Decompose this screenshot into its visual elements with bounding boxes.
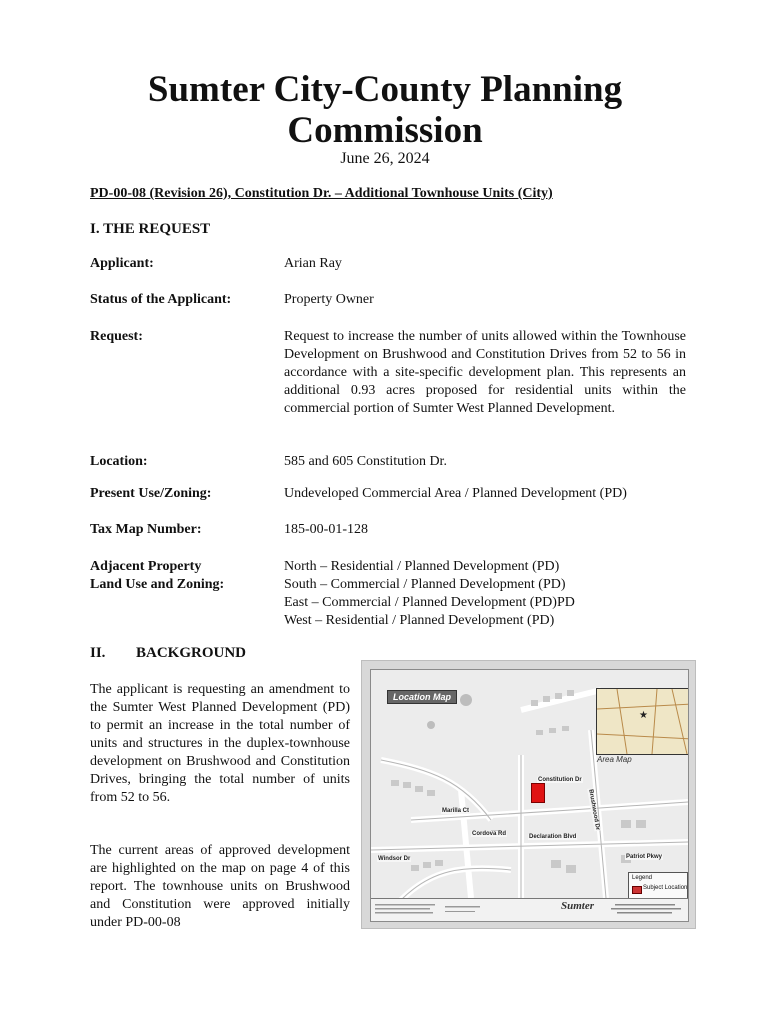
area-map-inset [596, 688, 689, 755]
adjacent-south: South – Commercial / Planned Development (PD) [284, 577, 566, 592]
adjacent-north: North – Residential / Planned Development (PD) [284, 559, 560, 574]
street-label-marilla: Marilla Ct [442, 808, 470, 814]
inset-label: Area Map [597, 755, 632, 764]
subject-property-marker [531, 783, 545, 803]
legend-title: Legend [632, 875, 653, 881]
present-use-value: Undeveloped Commercial Area / Planned Development (PD) [284, 486, 627, 501]
applicant-label: Applicant: [90, 256, 154, 271]
present-use-label: Present Use/Zoning: [90, 486, 212, 501]
case-title: PD-00-08 (Revision 26), Constitution Dr. – Additional Townhouse Units (City) [90, 186, 553, 201]
section-heading-background: BACKGROUND [136, 645, 247, 661]
page-title-line1: Sumter City-County Planning [147, 69, 623, 110]
map-legend [628, 872, 688, 900]
sumter-logo: Sumter [561, 900, 595, 912]
map-footer-caption [607, 902, 687, 918]
request-label: Request: [90, 329, 143, 344]
street-label-declaration: Declaration Blvd [529, 834, 577, 840]
map-title: Location Map [387, 690, 457, 704]
street-label-patriot: Patriot Pkwy [626, 854, 663, 860]
section-number-background: II. [90, 645, 106, 661]
section-heading-request: I. THE REQUEST [90, 221, 211, 237]
page-title-line2: Commission [287, 110, 483, 151]
background-paragraph-1: The applicant is requesting an amendment to the Sumter West Planned Development (PD) to permit an increase in the total number of units and structures in the duplex-townhouse development on Brushwood and Constitution Drives, bringing the total number of units from 52 to 56. [90, 682, 350, 805]
adjacent-west: West – Residential / Planned Development (PD) [284, 613, 555, 628]
map-footer-fineprint [375, 902, 485, 920]
adjacent-label-line1: Adjacent Property [90, 559, 202, 574]
location-value: 585 and 605 Constitution Dr. [284, 454, 447, 469]
location-label: Location: [90, 454, 148, 469]
applicant-value: Arian Ray [284, 256, 342, 271]
street-label-windsor: Windsor Dr [378, 856, 411, 862]
background-paragraph-2: The current areas of approved development are highlighted on the map on page 4 of this report. The townhouse units on Brushwood and Constitution were approved initially under PD-00-08 [90, 843, 350, 930]
tax-map-label: Tax Map Number: [90, 522, 202, 537]
street-label-constitution: Constitution Dr [538, 777, 582, 783]
legend-swatch [632, 886, 642, 894]
street-label-cordova: Cordova Rd [472, 831, 507, 837]
inset-roads [597, 689, 689, 754]
tax-map-value: 185-00-01-128 [284, 522, 368, 537]
meeting-date: June 26, 2024 [340, 150, 430, 167]
request-value: Request to increase the number of units allowed within the Townhouse Development on Brushwood and Constitution Drives from 52 to 56 in accordance with a site-specific development plan. This represents an additional 0.93 acres proposed for residential units within the commercial portion of Sumter West Planned Development. [284, 329, 686, 416]
legend-item: Subject Location [643, 885, 688, 891]
adjacent-east: East – Commercial / Planned Development (PD)PD [284, 595, 575, 610]
location-map-figure [361, 660, 696, 929]
street-label-brushwood: Brushwood Dr [587, 788, 601, 831]
status-label: Status of the Applicant: [90, 292, 232, 307]
status-value: Property Owner [284, 292, 374, 307]
location-map [370, 669, 689, 922]
adjacent-label-line2: Land Use and Zoning: [90, 577, 225, 592]
site-star-icon: ★ [639, 710, 648, 721]
